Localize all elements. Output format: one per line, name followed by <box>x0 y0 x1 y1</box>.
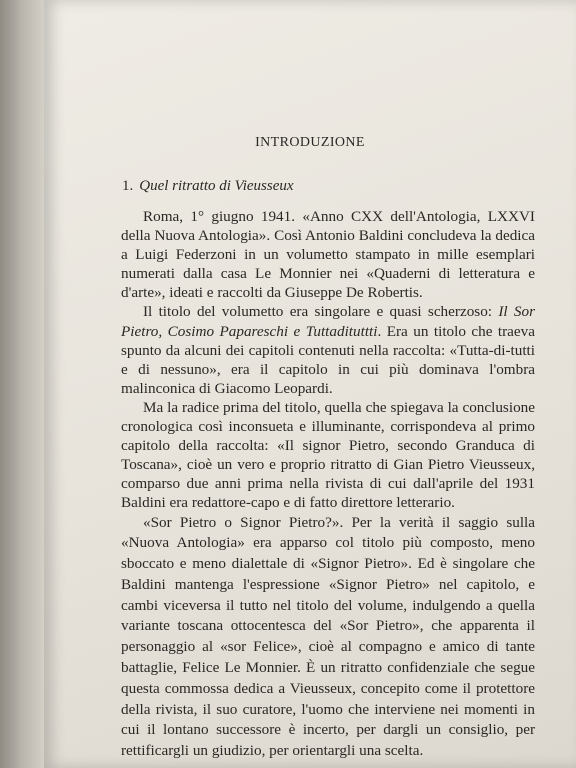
book-spine-shadow <box>0 0 48 768</box>
paragraph-1: Roma, 1° giugno 1941. «Anno CXX dell'Antologia, LXXVI della Nuova Antologia». Così Antonio Baldini concludeva la dedica a Luigi Federzoni in un volumetto stampato in mille esemplari numerati dalla casa Le Monnier nei «Quaderni di letteratura e d'arte», ideati e raccolti da Giuseppe De Robertis. <box>121 208 535 302</box>
paragraph-3: Ma la radice prima del titolo, quella che spiegava la conclusione cronologica così inconsueta e illuminante, corrispondeva al primo capitolo della raccolta: «Il signor Pietro, secondo Granduca di Toscana», cioè un vero e proprio ritratto di Gian Pietro Vieusseux, comparso due anni prima nella rivista di cui dall'aprile del 1931 Baldini era redattore-capo e di fatto direttore letterario. <box>121 398 535 512</box>
book-title-italic: Il Sor Pietro, Cosimo Papareschi e Tuttadituttti <box>121 303 535 340</box>
section-heading <box>122 178 294 195</box>
book-page <box>44 0 576 768</box>
body-text <box>121 207 535 762</box>
section-title: Quel ritratto di Vieusseux <box>139 178 294 194</box>
paragraph-2-after: . Era un titolo che traeva spunto da alcuni dei capitoli contenuti nella raccolta: «Tutta-di-tutti e di nessuno», era il capitolo in cui più dominava l'ombra malinconica di Giacomo Leopardi. <box>121 322 536 397</box>
paragraph-4: «Sor Pietro o Signor Pietro?». Per la verità il saggio sulla «Nuova Antologia» era apparso col titolo più composto, meno sboccato e meno dialettale di «Signor Pietro». Ed è singolare che Baldini mantenga l'espressione «Signor Pietro» nel capitolo, e cambi viceversa il tutto nel titolo del volume, indulgendo a quella variante toscana ottocentesca del «Sor Pietro», che apparenta il personaggio al «sor Felice», cioè al compagno e amico di tante battaglie, Felice Le Monnier. È un ritratto confidenziale che segue questa commossa dedica a Vieusseux, concepito come il protettore della rivista, il suo curatore, l'uomo che interviene nei momenti in cui il lontano successore è incerto, per dargli un consiglio, per rettificargli un giudizio, per orientargli una scelta. <box>121 513 535 760</box>
chapter-heading: INTRODUZIONE <box>255 135 365 150</box>
section-number: 1. <box>122 178 134 194</box>
paragraph-2-before: Il titolo del volumetto era singolare e quasi scherzoso: <box>143 303 499 321</box>
paragraph-2 <box>121 302 535 397</box>
